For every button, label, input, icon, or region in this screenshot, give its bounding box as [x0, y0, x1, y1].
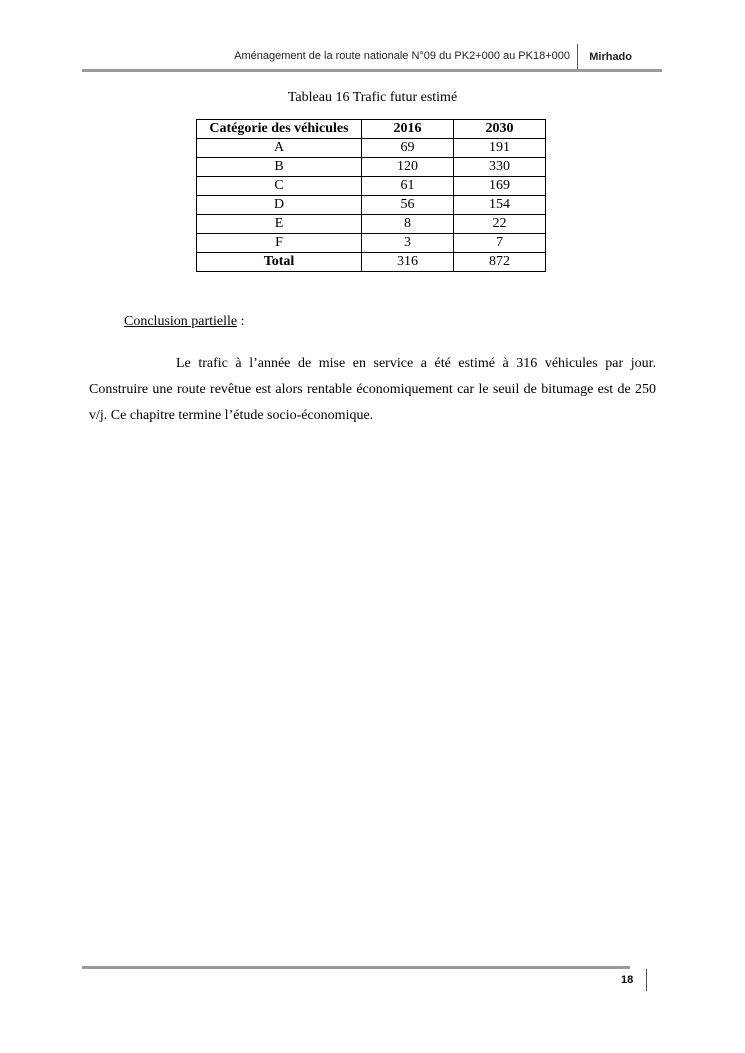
header-author: Mirhado	[589, 51, 632, 63]
traffic-table	[196, 119, 546, 272]
page-header	[82, 40, 662, 72]
table-row	[197, 196, 546, 215]
table-row	[197, 215, 546, 234]
table-cell: 316	[362, 253, 454, 272]
table-cell: 154	[454, 196, 546, 215]
table-row	[197, 139, 546, 158]
table-cell: 8	[362, 215, 454, 234]
table-cell: F	[197, 234, 362, 253]
table-cell: 69	[362, 139, 454, 158]
table-cell: B	[197, 158, 362, 177]
table-row	[197, 234, 546, 253]
conclusion-colon: :	[237, 314, 245, 329]
table-cell: 191	[454, 139, 546, 158]
conclusion-heading	[124, 314, 245, 330]
header-title: Aménagement de la route nationale N°09 du PK2+000 au PK18+000	[234, 50, 570, 62]
table-total-row	[197, 253, 546, 272]
page-number: 18	[621, 974, 634, 986]
column-header: 2016	[362, 120, 454, 139]
table-cell: 61	[362, 177, 454, 196]
table-cell: Total	[197, 253, 362, 272]
table-cell: 22	[454, 215, 546, 234]
table-cell: 56	[362, 196, 454, 215]
column-header: Catégorie des véhicules	[197, 120, 362, 139]
column-header: 2030	[454, 120, 546, 139]
table-row	[197, 177, 546, 196]
table-cell: 330	[454, 158, 546, 177]
table-cell: 120	[362, 158, 454, 177]
table-cell: A	[197, 139, 362, 158]
table-cell: 169	[454, 177, 546, 196]
conclusion-title: Conclusion partielle	[124, 314, 238, 329]
table-row	[197, 158, 546, 177]
table-header-row	[197, 120, 546, 139]
table-cell: 7	[454, 234, 546, 253]
table-cell: 3	[362, 234, 454, 253]
table-caption: Tableau 16 Trafic futur estimé	[287, 90, 458, 105]
table-cell: D	[197, 196, 362, 215]
table-cell: C	[197, 177, 362, 196]
footer-separator	[646, 969, 647, 991]
header-separator	[577, 44, 578, 70]
table-cell: E	[197, 215, 362, 234]
header-rule	[82, 69, 662, 72]
table-cell: 872	[454, 253, 546, 272]
conclusion-paragraph: Le trafic à l’année de mise en service a été estimé à 316 véhicules par jour. Construire une route revêtue est alors rentable économiquement car le seuil de bitumage est de 250 v/j. Ce chapitre termine l’étude socio-économique.	[89, 356, 656, 423]
footer-rule	[82, 966, 630, 969]
